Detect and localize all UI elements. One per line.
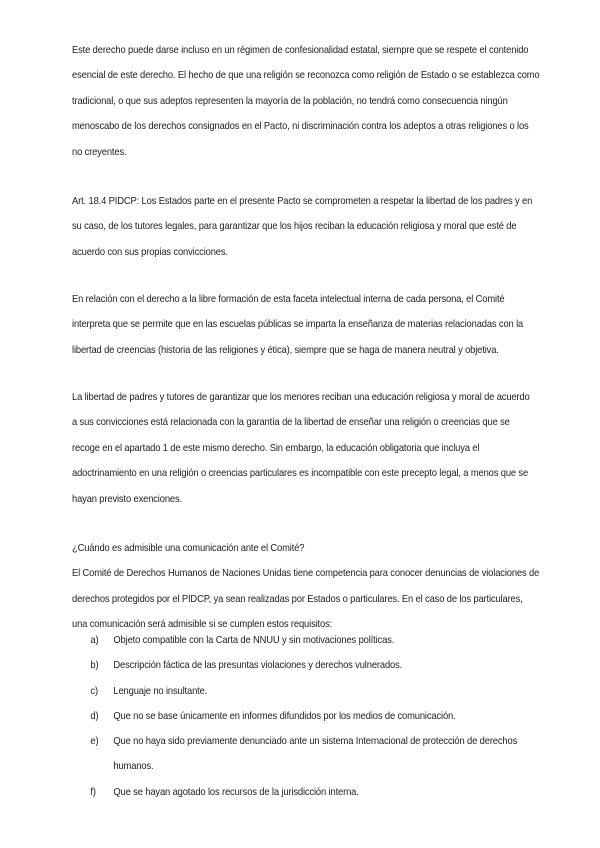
text-line: tradicional, o que sus adeptos representen la mayoría de la población, no tendrá como consecuencia ningún [72, 95, 508, 107]
text-line: hayan previsto exenciones. [72, 493, 182, 505]
list-item-text: Descripción fáctica de las presuntas violaciones y derechos vulnerados. [113, 660, 403, 671]
text-line: El Comité de Derechos Humanos de Naciones Unidas tiene competencia para conocer denuncias de violaciones de [72, 568, 540, 580]
list-item-text: Que no se base únicamente en informes difundidos por los medios de comunicación. [113, 711, 456, 722]
list-marker: f) [90, 787, 96, 798]
text-line: no creyentes. [72, 146, 127, 158]
text-line: una comunicación será admisible si se cumplen estos requisitos: [72, 619, 333, 631]
text-line: En relación con el derecho a la libre formación de esta faceta intelectual interna de cada persona, el Comité [72, 294, 505, 305]
list-marker: b) [90, 660, 99, 671]
paragraph-libertad-padres [72, 385, 530, 512]
list-item-text: Que no haya sido previamente denunciado ante un sistema Internacional de protección de derechos [113, 736, 518, 747]
text-line: La libertad de padres y tutores de garantizar que los menores reciban una educación religiosa y moral de acuerdo [72, 392, 530, 403]
text-line: libertad de creencias (historia de las religiones y ética), siempre que se haga de manera neutral y objetiva. [72, 344, 499, 356]
list-marker: d) [90, 711, 99, 722]
text-line: recoge en el apartado 1 de este mismo derecho. Sin embargo, la educación obligatoria que incluya el [72, 442, 480, 454]
text-line: derechos protegidos por el PIDCP, ya sean realizadas por Estados o particulares. En el caso de los particulares, [72, 593, 523, 605]
paragraph-admisibilidad [72, 536, 540, 638]
text-line: Art. 18.4 PIDCP: Los Estados parte en el presente Pacto se comprometen a respetar la libertad de los padres y en [72, 196, 533, 207]
text-line: interpreta que se permite que en las escuelas públicas se imparta la enseñanza de materias relacionadas con la [72, 319, 524, 331]
paragraph-libre-formacion [72, 287, 524, 363]
list-item-text: humanos. [113, 761, 154, 772]
text-line: su caso, de los tutores legales, para garantizar que los hijos reciban la educación religiosa y moral que esté de [72, 221, 517, 233]
paragraph-confesionalidad [72, 38, 540, 165]
text-line: Este derecho puede darse incluso en un régimen de confesionalidad estatal, siempre que se respete el contenido [72, 45, 529, 56]
list-marker: c) [90, 686, 98, 697]
paragraph-art-18-4 [72, 189, 533, 265]
text-line: adoctrinamiento en una religión o creencias particulares es incompatible con este precepto legal, a menos que se [72, 468, 529, 480]
list-marker: a) [90, 635, 99, 646]
text-line: acuerdo con sus propias convicciones. [72, 246, 228, 258]
section-question: ¿Cuándo es admisible una comunicación ante el Comité? [72, 543, 305, 554]
list-item-text: Objeto compatible con la Carta de NNUU y sin motivaciones políticas. [113, 635, 395, 646]
text-line: menoscabo de los derechos consignados en el Pacto, ni discriminación contra los adeptos a otras religiones o los [72, 121, 529, 133]
text-line: esencial de este derecho. El hecho de que una religión se reconozca como religión de Estado o se establezca como [72, 70, 540, 82]
list-item-text: Lenguaje no insultante. [113, 686, 208, 697]
text-line: a sus convicciones está relacionada con la garantía de la libertad de enseñar una religión o creencias que se [72, 417, 510, 429]
list-item-text: Que se hayan agotado los recursos de la jurisdicción interna. [113, 787, 359, 798]
list-marker: e) [90, 736, 99, 747]
